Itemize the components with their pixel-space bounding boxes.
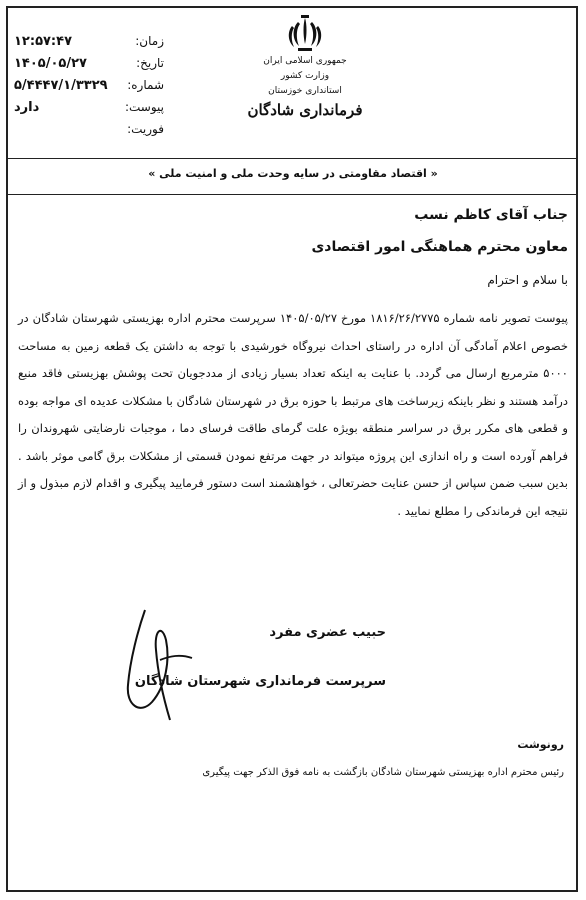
number-row	[14, 74, 164, 96]
attachment-value: دارد	[14, 99, 40, 115]
time-value: ۱۲:۵۷:۴۷	[14, 33, 73, 49]
top-divider	[6, 158, 578, 159]
province-name: استانداری خوزستان	[268, 86, 342, 96]
signatory-name: حبیب عضری مفرد	[269, 625, 386, 640]
date-label: تاریخ:	[136, 56, 164, 70]
slogan-divider	[6, 194, 578, 195]
letter-metadata	[14, 30, 164, 140]
attachment-row	[14, 96, 164, 118]
urgency-row	[14, 118, 164, 140]
governorate-name: فرمانداری شادگان	[247, 101, 363, 119]
carbon-copy	[24, 738, 564, 778]
number-label: شماره:	[127, 78, 164, 92]
slogan: « اقتصاد مقاومتی در سایه وحدت ملی و امنیت ملی »	[148, 167, 438, 180]
addressee-position: معاون محترم هماهنگی امور اقتصادی	[311, 239, 568, 255]
urgency-label: فوریت:	[127, 122, 164, 136]
ministry-name: وزارت کشور	[280, 71, 330, 81]
addressee: جناب آقای کاظم نسب	[414, 207, 568, 223]
country-name: جمهوری اسلامی ایران	[263, 56, 347, 66]
date-row	[14, 52, 164, 74]
greeting: با سلام و احترام	[487, 273, 568, 287]
signatory-title: سرپرست فرمانداری شهرستان شادگان	[134, 674, 386, 689]
attachment-label: پیوست:	[124, 100, 164, 114]
date-value: ۱۴۰۵/۰۵/۲۷	[14, 55, 87, 71]
signature-block	[135, 625, 386, 689]
number-value: ۵/۴۴۴۷/۱/۳۳۲۹	[14, 77, 108, 93]
cc-title: رونوشت	[517, 738, 564, 751]
time-label: زمان:	[135, 34, 164, 48]
letterhead	[230, 14, 380, 119]
cc-recipient: رئیس محترم اداره بهزیستی شهرستان شادگان بازگشت به نامه فوق الذکر جهت پیگیری	[202, 767, 564, 778]
letter-body	[18, 205, 568, 525]
letter-paragraph: پیوست تصویر نامه شماره ۱۸۱۶/۲۶/۲۷۷۵ مورخ ۱۴۰۵/۰۵/۲۷ سرپرست محترم اداره بهزیستی شهرستان شادگان در خصوص اعلام آمادگی آن اداره در راستای احداث نیروگاه خورشیدی با توجه به داشتن یک قطعه زمین به مساحت ۵۰۰۰ مترمربع ارسال می گردد. با عنایت به اینکه تعداد بسیار زیادی از مددجویان تحت پوشش بهزیستی فاقد منبع درآمد هستند و نظر باینکه زیرساخت های مرتبط با حوزه برق در شهرستان شادگان با مشکلات عدیده ای مواجه بوده و قطعی های مکرر برق در سراسر منطقه بویژه علت گرمای طاقت فرسای دما ، موجبات نارضایتی شهروندان را فراهم آورده است و راه اندازی این پروژه میتواند در جهت مرتفع نمودن قسمتی از مشکلات برق گامی موثر باشد . بدین سبب ضمن سپاس از حسن عنایت حضرتعالی ، خواهشمند است دستور فرمایید پیگیری و اقدام لازم مبذول و از نتیجه این فرماندکی را مطلع نمایید .	[18, 311, 569, 518]
time-row	[14, 30, 164, 52]
iran-emblem-icon	[286, 14, 324, 54]
